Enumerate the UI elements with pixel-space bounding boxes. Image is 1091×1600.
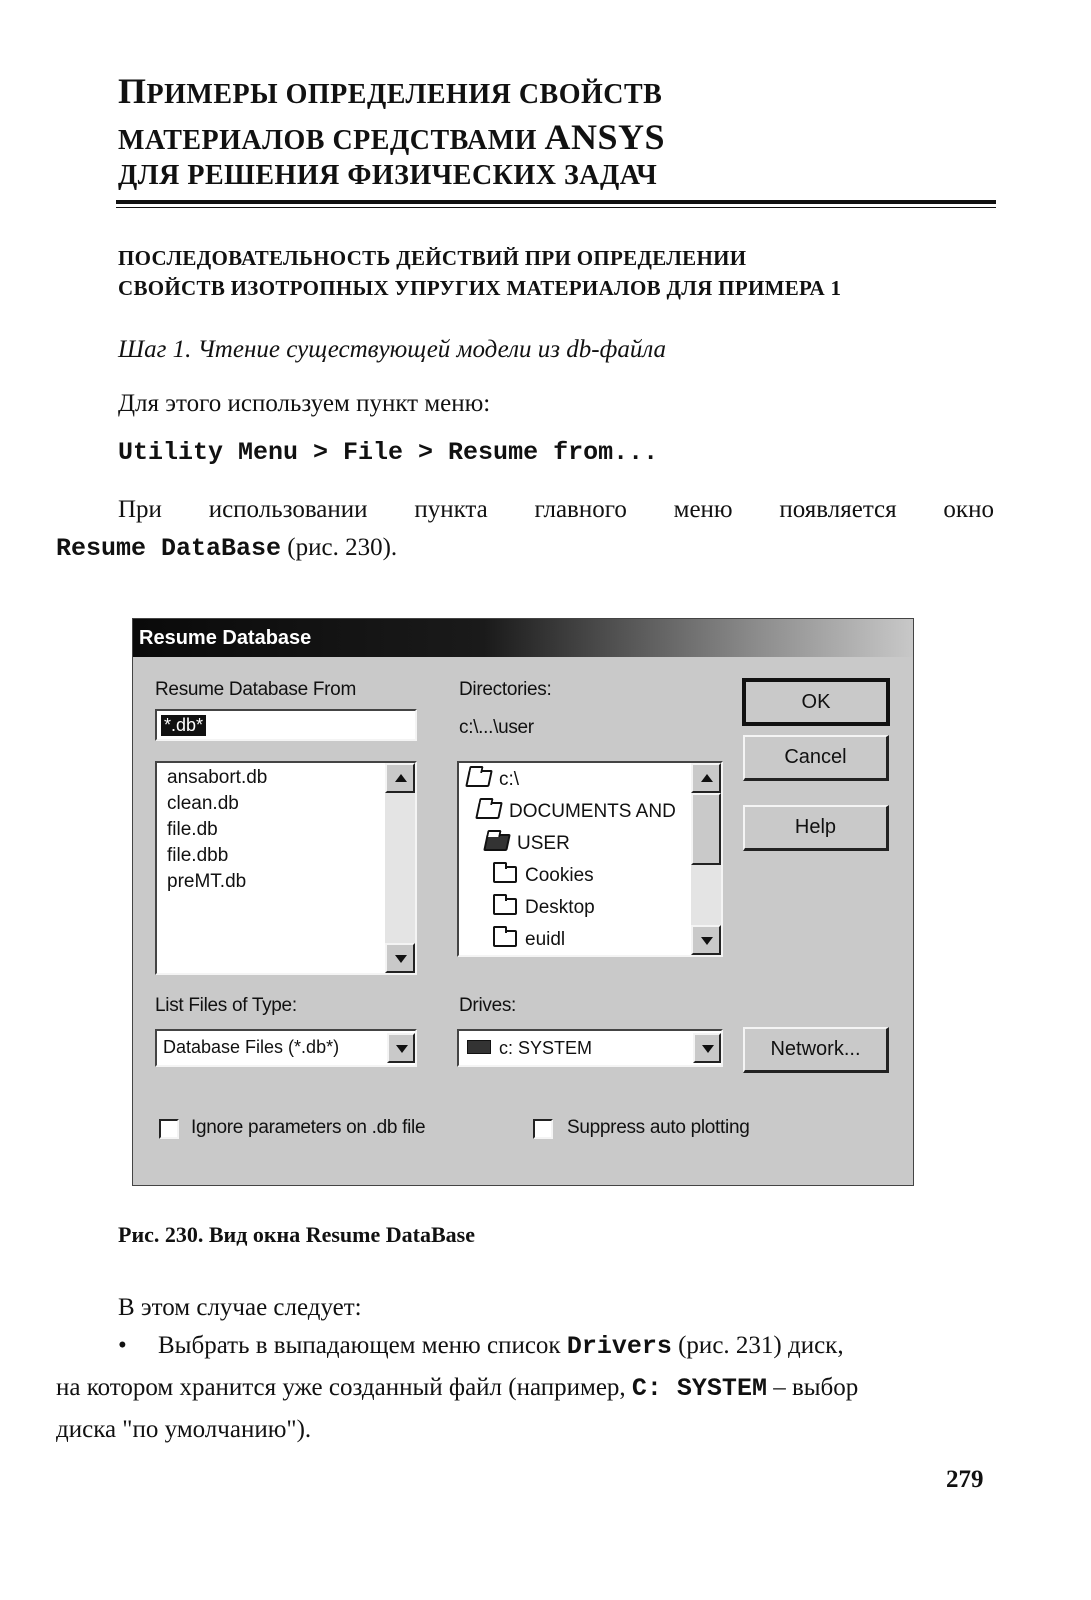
dialog-title-bar[interactable] [133,619,913,657]
file-item[interactable]: ansabort.db [167,767,268,788]
file-item[interactable]: file.db [167,819,218,840]
suppress-auto-plotting-checkbox[interactable] [533,1119,553,1139]
network-button[interactable]: Network... [743,1027,889,1073]
directory-item[interactable]: c:\ [467,769,519,791]
chapter-title-line-3: ДЛЯ РЕШЕНИЯ ФИЗИЧЕСКИХ ЗАДАЧ [118,160,658,191]
bullet-line-3: диска "по умолчанию"). [56,1416,312,1443]
paragraph-instructions-intro: В этом случае следует: [118,1294,362,1321]
resume-from-label: Resume Database From [155,679,356,700]
suppress-auto-plotting-label: Suppress auto plotting [567,1117,750,1138]
ignore-parameters-label: Ignore parameters on .db file [191,1117,426,1138]
directory-item[interactable]: euidl [493,929,565,951]
paragraph-dialog-intro-line-1: При использовании пункта главного меню появляется окно [118,496,994,523]
folder-icon [493,898,517,915]
page-number: 279 [946,1466,984,1493]
file-type-select[interactable] [155,1029,417,1067]
open-folder-icon [465,770,493,787]
folder-icon [493,866,517,883]
chapter-title-line-1: ПРИМЕРЫ ОПРЕДЕЛЕНИЯ СВОЙСТВ [118,71,663,111]
scroll-up-arrow-icon [701,774,713,782]
directories-path: c:\...\user [459,717,534,738]
step-heading: Шаг 1. Чтение существующей модели из db-файла [118,336,667,363]
paragraph-menu-intro: Для этого используем пункт меню: [118,390,491,417]
scroll-down-arrow-icon [701,937,713,945]
scroll-down-button[interactable] [691,925,721,955]
chevron-down-icon [702,1045,714,1053]
ignore-parameters-checkbox[interactable] [159,1119,179,1139]
directory-list[interactable] [457,761,723,957]
drives-value: c: SYSTEM [467,1038,592,1059]
resume-from-input[interactable] [155,709,417,741]
list-files-type-label: List Files of Type: [155,995,297,1016]
drives-select[interactable] [457,1029,723,1067]
directory-item[interactable]: DOCUMENTS AND [477,801,676,823]
file-item[interactable]: preMT.db [167,871,247,892]
file-item[interactable]: file.dbb [167,845,229,866]
drives-label: Drives: [459,995,517,1016]
scroll-thumb[interactable] [691,793,721,865]
header-rule-thick [116,200,996,204]
chapter-title-line-2: МАТЕРИАЛОВ СРЕДСТВАМИ ANSYS [118,117,666,157]
bullet-line-1: • Выбрать в выпадающем меню список Drivers (рис. 231) диск, [118,1332,844,1361]
cancel-button[interactable]: Cancel [743,735,889,781]
directory-list-scrollbar[interactable] [691,763,721,955]
header-rule-thin [116,207,996,208]
resume-database-dialog [132,618,914,1186]
open-folder-icon [483,834,511,851]
drive-icon [467,1040,491,1054]
file-list[interactable] [155,761,417,975]
scroll-up-arrow-icon [395,774,407,782]
section-heading-line-2: СВОЙСТВ ИЗОТРОПНЫХ УПРУГИХ МАТЕРИАЛОВ ДЛЯ ПРИМЕРА 1 [118,276,842,300]
directory-item[interactable]: Desktop [493,897,595,919]
chevron-down-icon [396,1045,408,1053]
figure-caption: Рис. 230. Вид окна Resume DataBase [118,1222,475,1247]
file-item[interactable]: clean.db [167,793,239,814]
paragraph-dialog-intro-line-2: Resume DataBase (рис. 230). [56,534,398,563]
open-folder-icon [475,802,503,819]
file-type-value: Database Files (*.db*) [163,1037,340,1057]
folder-icon [493,930,517,947]
drives-dropdown-button[interactable] [693,1033,721,1063]
file-list-scrollbar[interactable] [385,763,415,973]
bullet-line-2: на котором хранится уже созданный файл (например, C: SYSTEM – выбор [56,1374,859,1403]
scroll-up-button[interactable] [691,763,721,793]
file-type-dropdown-button[interactable] [387,1033,415,1063]
ok-button[interactable]: OK [743,679,889,725]
bullet-icon: • [118,1332,127,1359]
resume-from-value: *.db* [161,715,206,736]
directory-item[interactable]: USER [485,833,570,855]
directory-item[interactable]: Cookies [493,865,594,887]
dialog-title: Resume Database [139,627,312,649]
menu-path: Utility Menu > File > Resume from... [118,438,659,467]
directories-label: Directories: [459,679,552,700]
help-button[interactable]: Help [743,805,889,851]
scroll-down-button[interactable] [385,943,415,973]
scroll-down-arrow-icon [395,955,407,963]
section-heading-line-1: ПОСЛЕДОВАТЕЛЬНОСТЬ ДЕЙСТВИЙ ПРИ ОПРЕДЕЛЕНИИ [118,246,747,270]
scroll-up-button[interactable] [385,763,415,793]
